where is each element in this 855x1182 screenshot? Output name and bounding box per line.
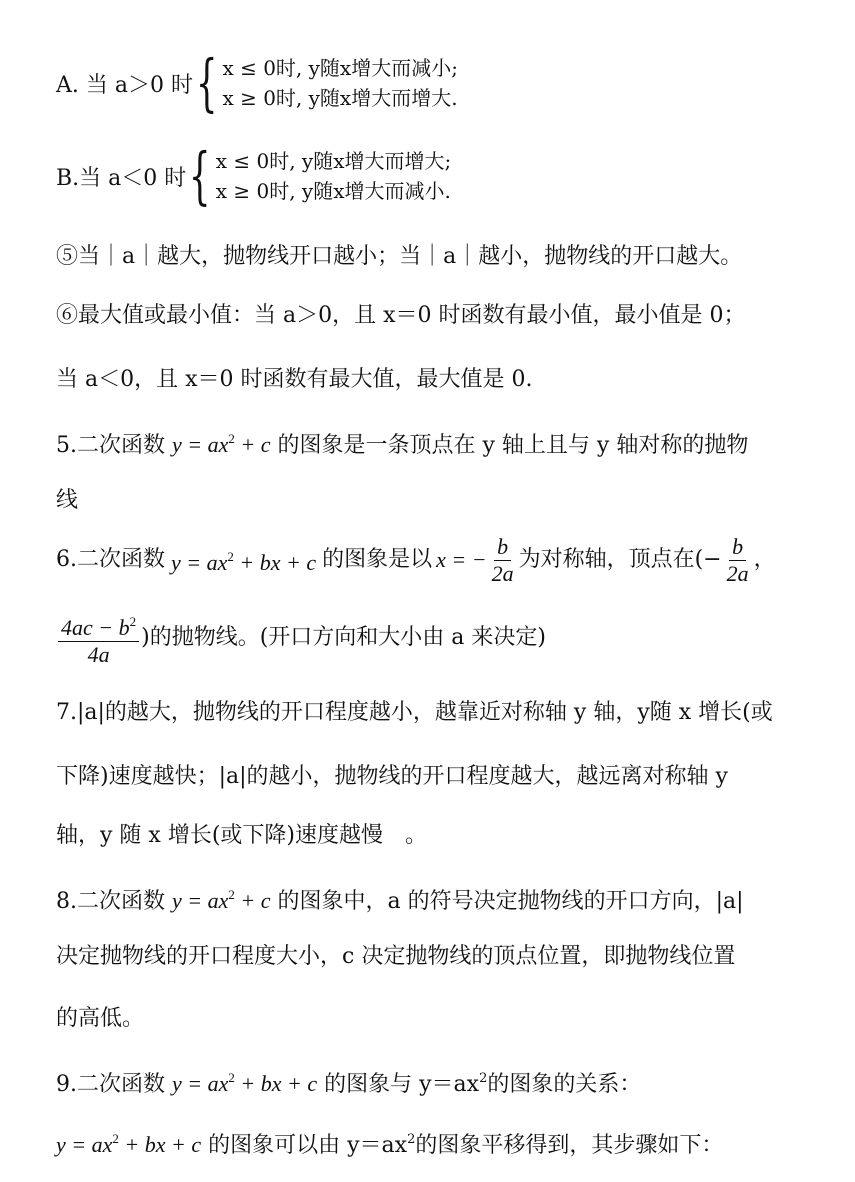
paragraph-5: ⑤当｜a｜越大，抛物线开口越小；当｜a｜越小，抛物线的开口越大。: [56, 244, 743, 269]
case-b: [56, 139, 452, 212]
section-5-prefix: 5.二次函数: [56, 433, 165, 458]
formula: $y = ax^2$ + bx + c: [56, 1131, 202, 1157]
section-9-text-4: 的图象平移得到，其步骤如下：: [415, 1133, 724, 1158]
section-6-tail: )的抛物线。(开口方向和大小由 a 来决定): [141, 625, 546, 650]
section-5-text: 的图象是一条顶点在 y 轴上且与 y 轴对称的抛物: [277, 433, 749, 458]
section-8-line-1: [56, 880, 744, 917]
formula: $y = ax^2$ + bx + c: [172, 1070, 318, 1096]
section-5-line-2: 线: [56, 488, 79, 513]
section-9-line-2: [56, 1124, 723, 1161]
exponent: 2: [407, 1132, 416, 1147]
formula: $y = ax^2 + c$: [172, 887, 271, 913]
section-6-prefix: 6.二次函数: [56, 547, 165, 572]
paragraph-6b: 当 a＜0，且 x＝0 时函数有最大值，最大值是 0.: [56, 367, 533, 392]
section-7-line-1: 7.|a|的越大，抛物线的开口程度越小，越靠近对称轴 y 轴，y随 x 增长(或: [56, 700, 773, 725]
section-6-line-2: [56, 608, 546, 668]
section-8-prefix: 8.二次函数: [56, 889, 165, 914]
section-7-line-3: 轴，y 随 x 增长(或下降)速度越慢 。: [56, 823, 427, 848]
section-7-line-2: 下降)速度越快；|a|的越小，抛物线的开口程度越大，越远离对称轴 y: [56, 764, 728, 789]
case-a-cond-2: x ≥ 0时, y随x增大而增大.: [222, 86, 458, 110]
section-6-line-1: [56, 530, 776, 590]
case-a: [56, 46, 458, 119]
section-9-prefix: 9.二次函数: [56, 1072, 165, 1097]
section-6-text-2: 为对称轴，顶点在(−: [518, 547, 722, 572]
formula: $y = ax^2 + c$: [172, 431, 271, 457]
case-a-cond-1: x ≤ 0时, y随x增大而减小;: [222, 56, 458, 80]
paragraph-6a: ⑥最大值或最小值：当 a＞0，且 x＝0 时函数有最小值，最小值是 0；: [56, 303, 746, 328]
case-b-cond-1: x ≤ 0时, y随x增大而增大;: [215, 149, 452, 173]
case-a-label: A. 当 a＞0 时: [56, 72, 193, 98]
left-brace: {: [195, 46, 218, 119]
section-8-line-3: 的高低。: [56, 1006, 145, 1031]
section-6-text: 的图象是以: [322, 547, 433, 572]
section-9-line-1: [56, 1063, 641, 1100]
fraction: $\frac{4ac - b^2}{4a}$: [58, 609, 139, 668]
comma: ，: [753, 547, 776, 572]
section-9-text: 的图象与 y＝ax: [324, 1072, 480, 1097]
section-9-text-3: 的图象可以由 y＝ax: [208, 1133, 408, 1158]
case-a-conditions: [222, 53, 458, 113]
case-b-label: B.当 a＜0 时: [56, 165, 187, 191]
fraction: $\frac{b}{2a}$: [726, 533, 749, 586]
section-8-text: 的图象中，a 的符号决定抛物线的开口方向，|a|: [277, 889, 744, 914]
section-9-text-2: 的图象的关系：: [487, 1072, 642, 1097]
formula: $y = ax^2$ + bx + c: [171, 549, 317, 575]
section-5-line-1: [56, 424, 748, 461]
case-b-cond-2: x ≥ 0时, y随x增大而减小.: [215, 179, 451, 203]
left-brace: {: [189, 139, 211, 212]
case-b-conditions: [216, 146, 452, 206]
fraction: $\frac{b}{2a}$: [491, 533, 514, 586]
section-8-line-2: 决定抛物线的开口程度大小，c 决定抛物线的顶点位置，即抛物线位置: [56, 944, 736, 969]
exponent: 2: [479, 1071, 488, 1086]
axis-formula: x = −: [436, 547, 487, 572]
